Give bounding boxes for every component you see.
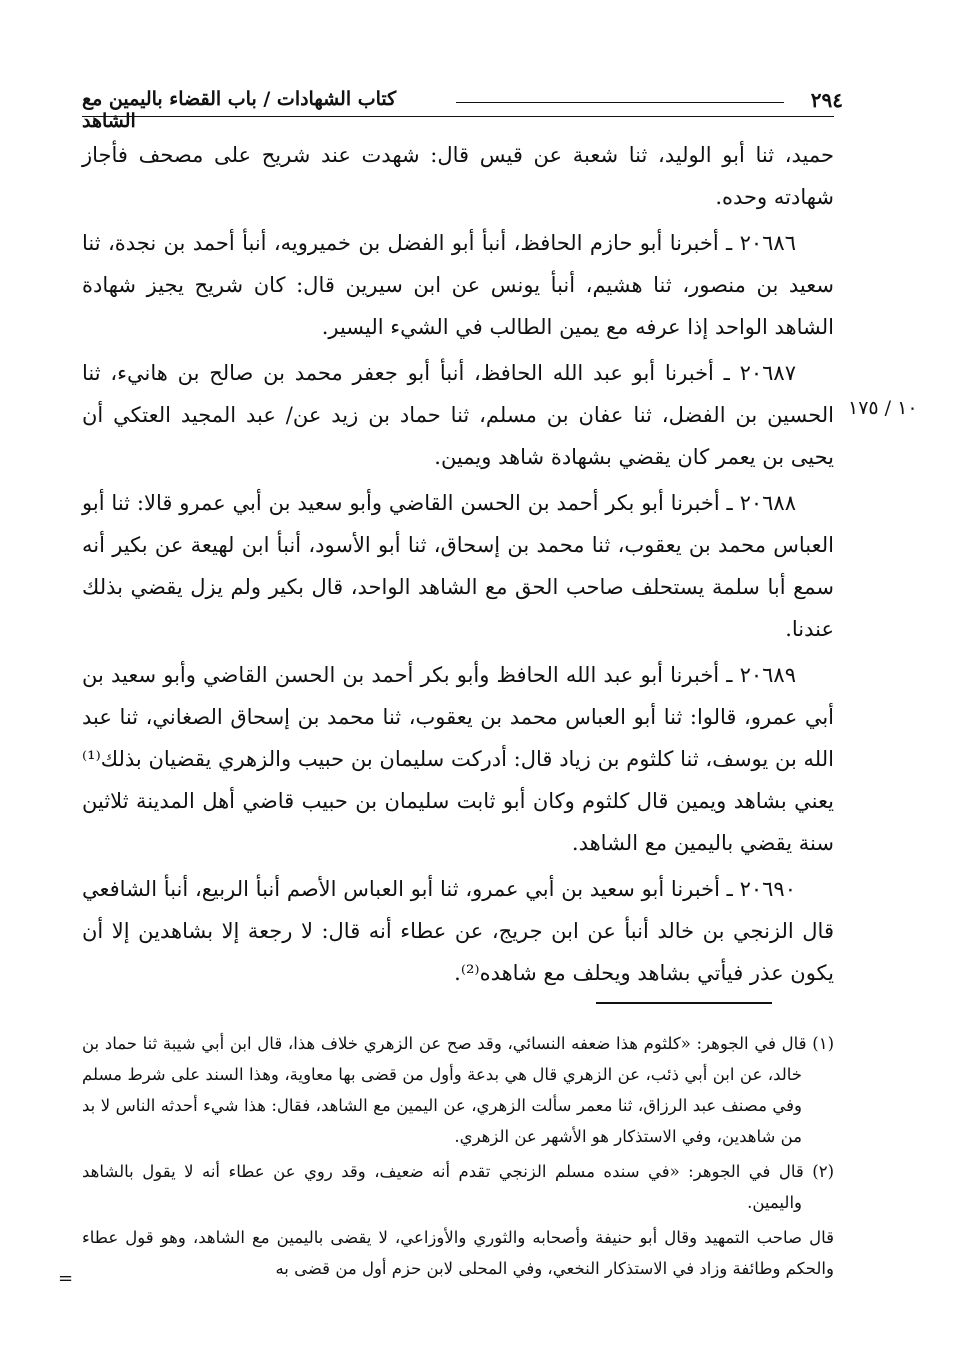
header-underline	[82, 116, 834, 117]
running-title: كتاب الشهادات / باب القضاء باليمين مع الشاهد	[82, 88, 397, 132]
footnote-1: (١) قال في الجوهر: «كلثوم هذا ضعفه النسائي، وقد صح عن الزهري خلاف هذا، قال ابن أبي شيبة ثنا حماد بن خالد، عن ابن أبي ذئب، عن الزهري قال هي بدعة وأول من قضى بها معاوية، وهذا السند على شرط مسلم وفي مصنف عبد الرزاق، ثنا معمر سألت الزهري، عن اليمين مع الشاهد، فقال: هذا شيء أحدثه الناس لا بد من شاهدين، وفي الاستذكار هو الأشهر عن الزهري.	[82, 1034, 834, 1146]
hadith-20689: ٢٠٦٨٩ ـ أخبرنا أبو عبد الله الحافظ وأبو بكر أحمد بن الحسن القاضي وأبو سعيد بن أبي عمرو، قالوا: ثنا أبو العباس محمد بن يعقوب، ثنا محمد بن إسحاق الصغاني، ثنا عبد الله بن يوسف، ثنا كلثوم بن زياد قال: أدركت سليمان بن حبيب والزهري يقضيان بذلك⁽¹⁾ يعني بشاهد ويمين قال كلثوم وكان أبو ثابت سليمان بن حبيب قاضي أهل المدينة ثلاثين سنة يقضي باليمين مع الشاهد.	[82, 663, 834, 855]
main-text	[82, 134, 834, 998]
hadith-20690: ٢٠٦٩٠ ـ أخبرنا أبو سعيد بن أبي عمرو، ثنا أبو العباس الأصم أنبأ الربيع، أنبأ الشافعي قال الزنجي بن خالد أنبأ عن ابن جريج، عن عطاء أنه قال: لا رجعة إلا بشاهدين إلا أن يكون عذر فيأتي بشاهد ويحلف مع شاهده⁽²⁾.	[82, 877, 834, 985]
paragraph-continuation: حميد، ثنا أبو الوليد، ثنا شعبة عن قيس قال: شهدت عند شريح على مصحف فأجاز شهادته وحده.	[82, 143, 834, 209]
hadith-20688: ٢٠٦٨٨ ـ أخبرنا أبو بكر أحمد بن الحسن القاضي وأبو سعيد بن أبي عمرو قالا: ثنا أبو العباس محمد بن يعقوب، ثنا محمد بن إسحاق، ثنا أبو الأسود، أنبأ ابن لهيعة عن بكير أنه سمع أبا سلمة يستحلف صاحب الحق مع الشاهد الواحد، قال بكير ولم يزل يقضي بذلك عندنا.	[82, 491, 834, 641]
footnote-2: (٢) قال في الجوهر: «في سنده مسلم الزنجي تقدم أنه ضعيف، وقد روي عن عطاء أنه لا يقول بالشاهد واليمين.	[82, 1162, 834, 1212]
footnote-2-continuation: قال صاحب التمهيد وقال أبو حنيفة وأصحابه والثوري والأوزاعي، لا يقضى باليمين مع الشاهد، وهو قول عطاء والحكم وطائفة وزاد في الاستذكار النخعي، وفي المحلى لابن حزم أول من قضى به	[82, 1228, 834, 1278]
footnote-separator	[596, 1002, 772, 1004]
continuation-mark: =	[58, 1268, 74, 1289]
page-number: ٢٩٤	[810, 88, 843, 112]
header-rule	[456, 102, 784, 103]
footnotes	[82, 1028, 834, 1284]
margin-volume-page: ١٠ / ١٧٥	[848, 397, 918, 419]
hadith-20687: ٢٠٦٨٧ ـ أخبرنا أبو عبد الله الحافظ، أنبأ أبو جعفر محمد بن صالح بن هانيء، ثنا الحسين بن الفضل، ثنا عفان بن مسلم، ثنا حماد بن زيد عن/ عبد المجيد العتكي أن يحيى بن يعمر كان يقضي بشهادة شاهد ويمين.	[82, 361, 834, 469]
hadith-20686: ٢٠٦٨٦ ـ أخبرنا أبو حازم الحافظ، أنبأ أبو الفضل بن خميرويه، أنبأ أحمد بن نجدة، ثنا سعيد بن منصور، ثنا هشيم، أنبأ يونس عن ابن سيرين قال: كان شريح يجيز شهادة الشاهد الواحد إذا عرفه مع يمين الطالب في الشيء اليسير.	[82, 231, 834, 339]
